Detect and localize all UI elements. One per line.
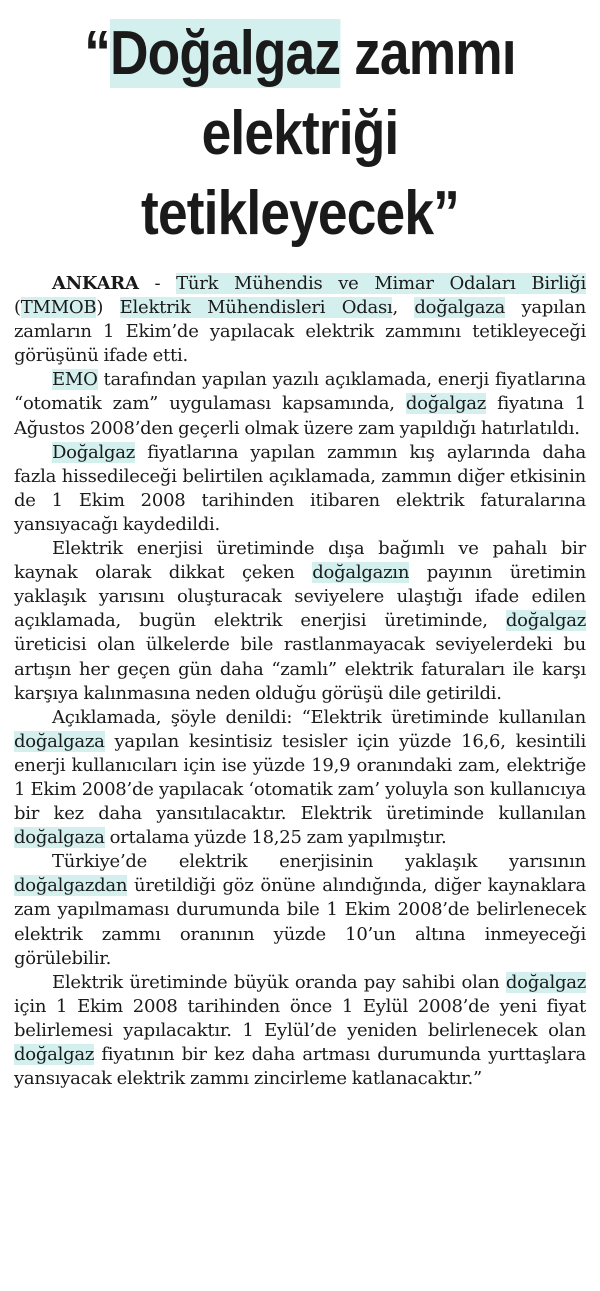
article-paragraph — [14, 706, 586, 851]
paragraph-text: Elektrik üretiminde büyük oranda pay sahibi olan — [52, 971, 506, 993]
paragraph-text: için 1 Ekim 2008 tarihinden önce 1 Eylül 2008’de yeni fiyat belirlemesi yapılacaktır. 1 Eylül’de yeniden belirlenecek olan — [14, 995, 586, 1041]
headline-rest: zammı elektriği tetikleyecek” — [141, 19, 516, 248]
highlighted-term: EMO — [52, 369, 98, 391]
highlighted-term: doğalgaz — [14, 1044, 95, 1065]
highlighted-term: doğalgazdan — [14, 875, 128, 897]
paragraph-text: tarafından yapılan yazılı açıklamada, enerji fiyatlarına “otomatik zam” uygulaması kapsamında, — [14, 369, 586, 415]
article-paragraph — [14, 971, 586, 1091]
paragraph-text: Elektrik enerjisi üretiminde dışa bağımlı ve pahalı bir kaynak olarak dikkat çeken — [14, 538, 586, 584]
paragraph-text: Türkiye’de elektrik enerjisinin yaklaşık yarısının — [52, 851, 586, 873]
paragraph-text: fiyatının bir kez daha artması durumunda yurttaşlara yansıyacak elektrik zammı zincirleme katlanacaktır.” — [14, 1044, 586, 1090]
paragraph-text: üreticisi olan ülkelerde bile rastlanmayacak seviyelerdeki bu artışın her geçen gün daha “zamlı” elektrik faturaları ile karşı karşıya kalınmasına neden olduğu görüşü dile getirildi. — [14, 634, 586, 704]
paragraph-text: ( — [14, 297, 21, 319]
paragraph-text: ) — [96, 297, 120, 319]
paragraph-text: fiyatına 1 Ağustos 2008’den geçerli olmak üzere zam yapıldığı hatırlatıldı. — [14, 393, 586, 439]
highlighted-term: Elektrik Mühendisleri Odası — [119, 297, 393, 319]
highlighted-term: doğalgaza — [14, 827, 105, 849]
highlighted-term: doğalgazın — [312, 562, 410, 584]
paragraph-text: üretildiği göz önüne alındığında, diğer kaynaklara zam yapılmaması durumunda bile 1 Ekim 2008’de belirlenecek elektrik zammı oranının yüzde 10’un altına inmeyeceği görülebilir. — [14, 875, 586, 969]
paragraph-text: Açıklamada, şöyle denildi: “Elektrik üretiminde kullanılan — [52, 706, 586, 728]
article-paragraph — [14, 272, 586, 368]
article-paragraph — [14, 850, 586, 970]
highlighted-term: Türk Mühendis ve Mimar Odaları Birliği — [176, 273, 586, 294]
paragraph-text: , — [392, 297, 415, 319]
highlighted-term: doğalgaz — [505, 971, 586, 993]
headline-keyword: Doğalgaz — [110, 19, 341, 88]
highlighted-term: doğalgaz — [505, 610, 586, 632]
paragraph-text: - — [138, 273, 177, 294]
article-body — [14, 272, 586, 1091]
headline-open-quote: “ — [84, 19, 111, 88]
paragraph-text: ortalama yüzde 18,25 zam yapılmıştır. — [104, 827, 447, 849]
paragraph-text: yapılan zamların 1 Ekim’de yapılacak elektrik zammını tetikleyeceği görüşünü ifade etti. — [14, 297, 586, 367]
article-paragraph — [14, 441, 586, 537]
article-paragraph — [14, 537, 586, 706]
article-paragraph — [14, 368, 586, 440]
highlighted-term: TMMOB — [20, 297, 97, 319]
highlighted-term: doğalgaza — [414, 297, 505, 319]
highlighted-term: doğalgaz — [405, 393, 486, 415]
paragraph-text: payının üretimin yaklaşık yarısını oluşturacak seviyelere ulaştığı ifade edilen açıklamada, bugün elektrik enerjisi üretiminde, — [14, 562, 586, 632]
dateline: ANKARA — [52, 273, 139, 294]
headline — [54, 14, 546, 254]
highlighted-term: Doğalgaz — [52, 441, 136, 463]
highlighted-term: doğalgaza — [14, 730, 105, 752]
paragraph-text: fiyatlarına yapılan zammın kış aylarında daha fazla hissedileceği belirtilen açıklamada, zammın diğer etkisinin de 1 Ekim 2008 tarihinden itibaren elektrik faturalarına yansıyacağı kaydedildi. — [14, 441, 586, 535]
paragraph-text: yapılan kesintisiz tesisler için yüzde 16,6, kesintili enerji kullanıcıları için ise yüzde 19,9 oranındaki zam, elektriğe 1 Ekim 2008’de yapılacak ‘otomatik zam’ yoluyla son kullanıcıya bir kez daha yansıtılacaktır. Elektrik üretiminde kullanılan — [14, 730, 586, 825]
